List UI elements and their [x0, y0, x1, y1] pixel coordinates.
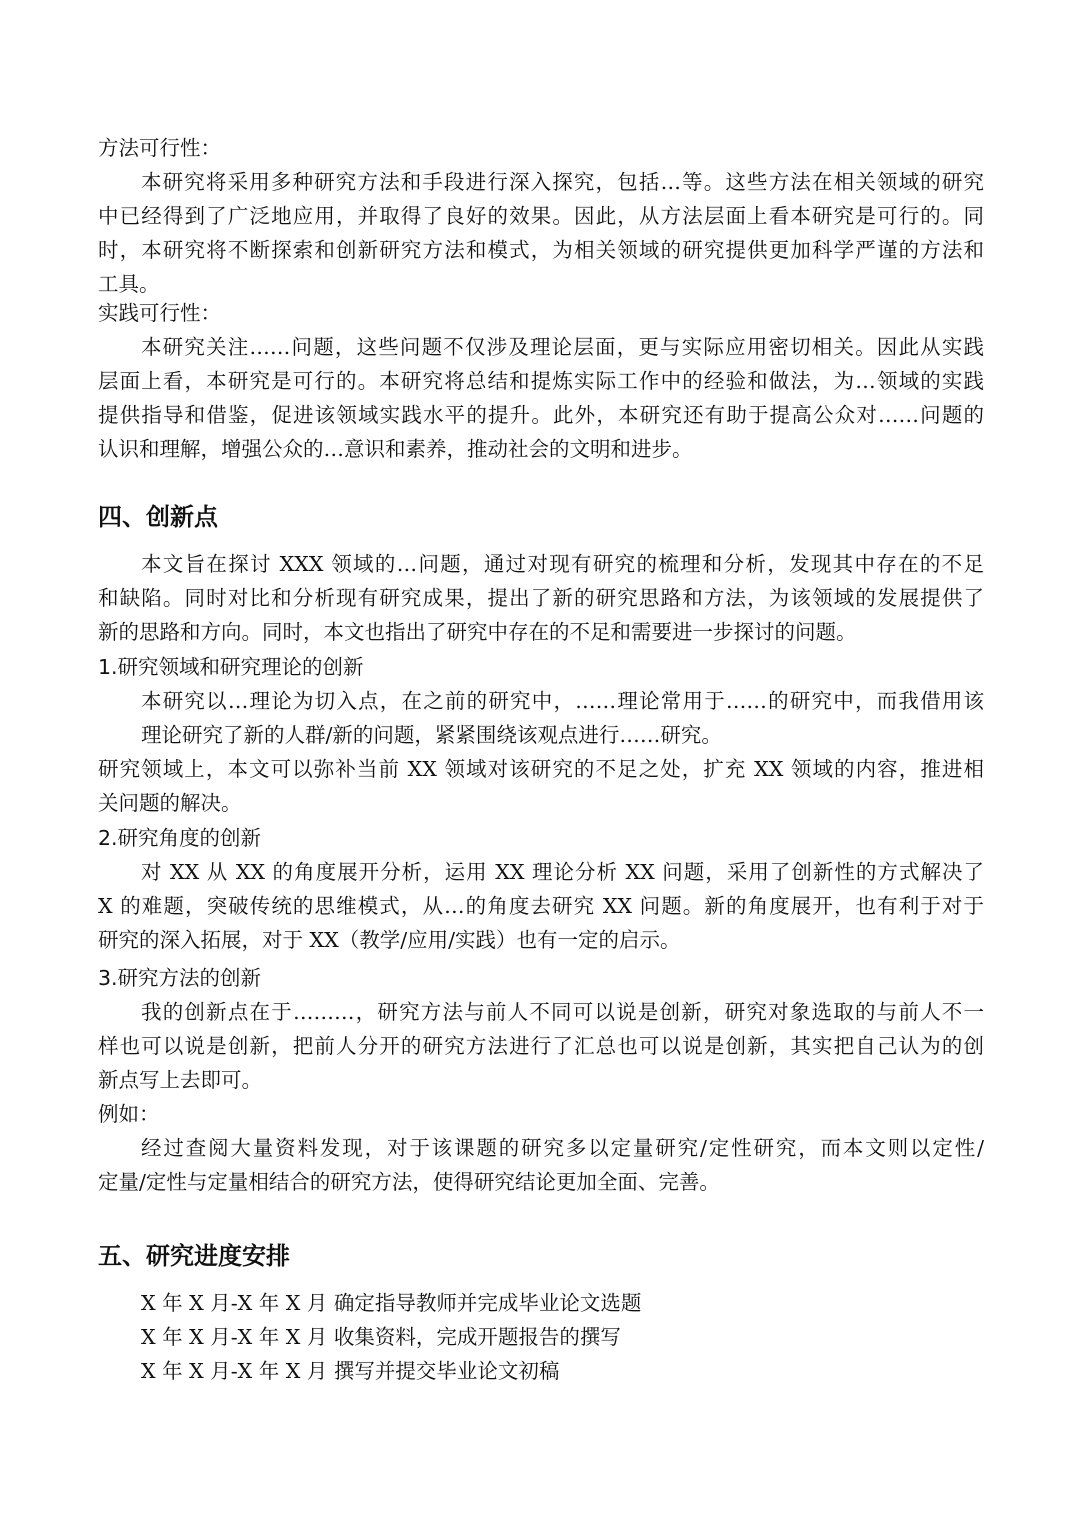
method-line-3: 时，本研究将不断探索和创新研究方法和模式，为相关领域的研究提供更加科学严谨的方法和 [98, 238, 984, 262]
schedule-heading: 五、研究进度安排 [98, 1242, 290, 1270]
method-line-2: 中已经得到了广泛地应用，并取得了良好的效果。因此，从方法层面上看本研究是可行的。同 [98, 204, 984, 228]
innovation-item-3 [98, 961, 984, 1199]
practice-line-4: 认识和理解，增强公众的…意识和素养，推动社会的文明和进步。 [98, 437, 693, 461]
example-line-2: 定量/定性与定量相结合的研究方法，使得研究结论更加全面、完善。 [98, 1170, 720, 1194]
item1-line-2: 理论研究了新的人群/新的问题，紧紧围绕该观点进行……研究。 [141, 723, 722, 747]
innovation-heading: 四、创新点 [98, 503, 218, 531]
item2-line-3: 研究的深入拓展，对于 XX（教学/应用/实践）也有一定的启示。 [98, 928, 681, 952]
item2-line-2: X 的难题，突破传统的思维模式，从…的角度去研究 XX 问题。新的角度展开，也有利于对于 [98, 894, 984, 918]
innovation-intro-line-1: 本文旨在探讨 XXX 领域的…问题，通过对现有研究的梳理和分析，发现其中存在的不足 [141, 552, 984, 576]
item2-line-1: 对 XX 从 XX 的角度展开分析，运用 XX 理论分析 XX 问题，采用了创新性的方式解决了 [141, 860, 984, 884]
practice-line-3: 提供指导和借鉴，促进该领域实践水平的提升。此外，本研究还有助于提高公众对……问题的 [98, 403, 984, 427]
schedule-item: X 年 X 月-X 年 X 月 确定指导教师并完成毕业论文选题 [141, 1291, 642, 1315]
item1-title: 1.研究领域和研究理论的创新 [98, 655, 364, 679]
innovation-item-1 [98, 650, 984, 820]
schedule-section [98, 1236, 984, 1276]
method-line-4: 工具。 [98, 272, 160, 296]
item3-line-3: 新点写上去即可。 [98, 1068, 262, 1092]
practice-feasibility-section [98, 296, 984, 466]
innovation-item-2 [98, 821, 984, 957]
innovation-intro-line-3: 新的思路和方向。同时，本文也指出了研究中存在的不足和需要进一步探讨的问题。 [98, 620, 857, 644]
item3-line-2: 样也可以说是创新，把前人分开的研究方法进行了汇总也可以说是创新，其实把自己认为的创 [98, 1034, 984, 1058]
schedule-item: X 年 X 月-X 年 X 月 撰写并提交毕业论文初稿 [141, 1359, 560, 1383]
item2-title: 2.研究角度的创新 [98, 826, 262, 850]
item1-line-1: 本研究以…理论为切入点，在之前的研究中，……理论常用于……的研究中，而我借用该 [141, 689, 984, 713]
innovation-section [98, 497, 984, 537]
schedule-list [98, 1286, 984, 1388]
schedule-item: X 年 X 月-X 年 X 月 收集资料，完成开题报告的撰写 [141, 1325, 621, 1349]
item3-title: 3.研究方法的创新 [98, 966, 262, 990]
method-line-1: 本研究将采用多种研究方法和手段进行深入探究，包括…等。这些方法在相关领域的研究 [141, 170, 984, 194]
practice-line-1: 本研究关注……问题，这些问题不仅涉及理论层面，更与实际应用密切相关。因此从实践 [141, 335, 984, 359]
method-feasibility-section [98, 131, 984, 301]
method-feasibility-label: 方法可行性： [98, 136, 221, 160]
example-line-1: 经过查阅大量资料发现，对于该课题的研究多以定量研究/定性研究，而本文则以定性/ [141, 1136, 984, 1160]
example-label: 例如： [98, 1102, 160, 1126]
innovation-intro [98, 547, 984, 649]
item3-line-1: 我的创新点在于………，研究方法与前人不同可以说是创新，研究对象选取的与前人不一 [141, 1000, 984, 1024]
item1-extra-line-2: 关问题的解决。 [98, 791, 242, 815]
practice-line-2: 层面上看，本研究是可行的。本研究将总结和提炼实际工作中的经验和做法，为…领域的实践 [98, 369, 984, 393]
innovation-intro-line-2: 和缺陷。同时对比和分析现有研究成果，提出了新的研究思路和方法，为该领域的发展提供了 [98, 586, 984, 610]
item1-extra-line-1: 研究领域上，本文可以弥补当前 XX 领域对该研究的不足之处，扩充 XX 领域的内容，推进相 [98, 757, 984, 781]
practice-feasibility-label: 实践可行性： [98, 301, 221, 325]
